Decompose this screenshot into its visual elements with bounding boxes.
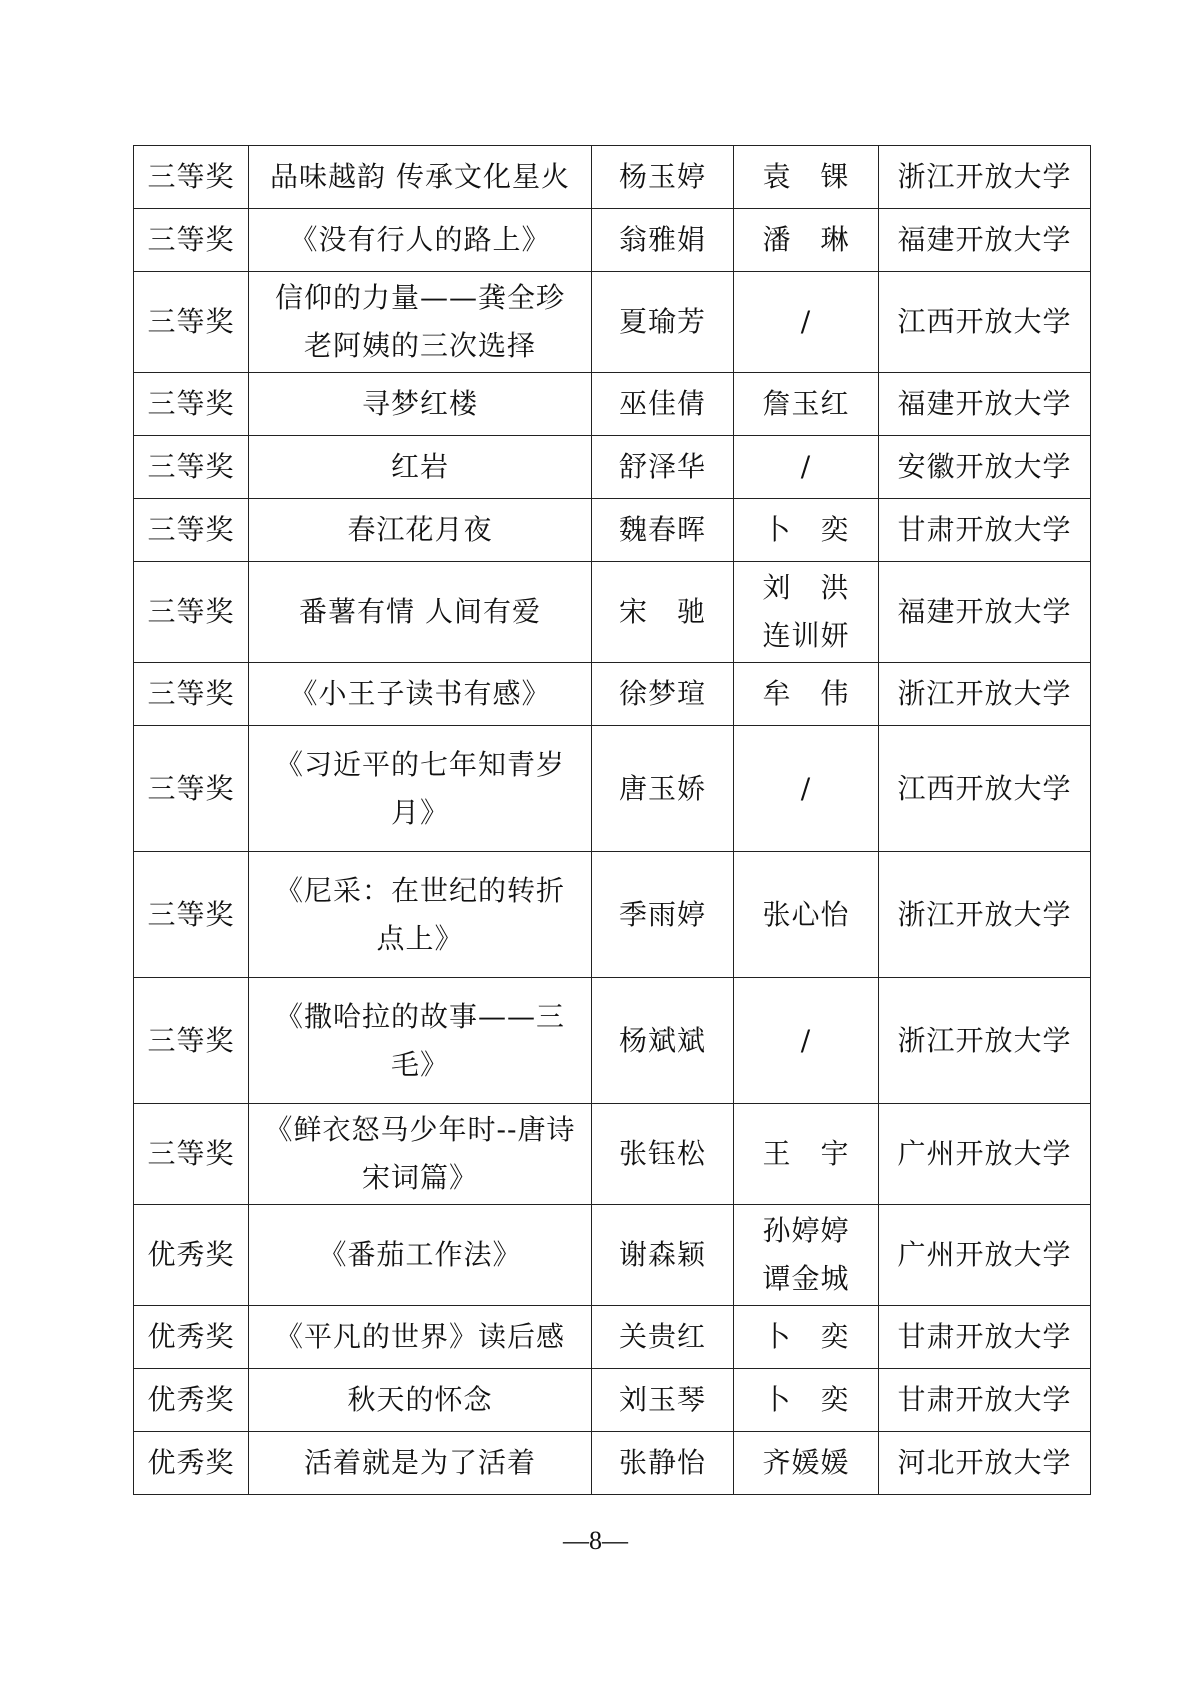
advisor-cell: / bbox=[734, 436, 879, 499]
award-table-body bbox=[134, 146, 1091, 1495]
university-cell: 浙江开放大学 bbox=[879, 978, 1091, 1104]
university-cell: 安徽开放大学 bbox=[879, 436, 1091, 499]
award-level-cell: 三等奖 bbox=[134, 978, 249, 1104]
work-title-cell: 《番茄工作法》 bbox=[249, 1205, 592, 1306]
university-cell: 河北开放大学 bbox=[879, 1432, 1091, 1495]
university-cell: 广州开放大学 bbox=[879, 1104, 1091, 1205]
advisor-cell: 刘 洪 连训妍 bbox=[734, 562, 879, 663]
work-title-cell: 信仰的力量——龚全珍 老阿姨的三次选择 bbox=[249, 272, 592, 373]
table-row bbox=[134, 726, 1091, 852]
award-level-cell: 优秀奖 bbox=[134, 1369, 249, 1432]
work-title-cell: 品味越韵 传承文化星火 bbox=[249, 146, 592, 209]
university-cell: 浙江开放大学 bbox=[879, 852, 1091, 978]
award-table bbox=[133, 145, 1091, 1495]
advisor-cell: 卜 奕 bbox=[734, 499, 879, 562]
award-level-cell: 三等奖 bbox=[134, 209, 249, 272]
table-row bbox=[134, 373, 1091, 436]
advisor-cell: 王 宇 bbox=[734, 1104, 879, 1205]
advisor-cell: 潘 琳 bbox=[734, 209, 879, 272]
work-title-cell: 《平凡的世界》读后感 bbox=[249, 1306, 592, 1369]
work-title-cell: 《小王子读书有感》 bbox=[249, 663, 592, 726]
university-cell: 福建开放大学 bbox=[879, 373, 1091, 436]
work-title-cell: 活着就是为了活着 bbox=[249, 1432, 592, 1495]
university-cell: 江西开放大学 bbox=[879, 272, 1091, 373]
author-cell: 谢森颖 bbox=[592, 1205, 734, 1306]
author-cell: 张静怡 bbox=[592, 1432, 734, 1495]
author-cell: 巫佳倩 bbox=[592, 373, 734, 436]
advisor-cell: 齐媛媛 bbox=[734, 1432, 879, 1495]
author-cell: 魏春晖 bbox=[592, 499, 734, 562]
author-cell: 舒泽华 bbox=[592, 436, 734, 499]
award-level-cell: 三等奖 bbox=[134, 726, 249, 852]
work-title-cell: 《习近平的七年知青岁 月》 bbox=[249, 726, 592, 852]
award-level-cell: 优秀奖 bbox=[134, 1205, 249, 1306]
award-level-cell: 优秀奖 bbox=[134, 1306, 249, 1369]
university-cell: 浙江开放大学 bbox=[879, 663, 1091, 726]
work-title-cell: 红岩 bbox=[249, 436, 592, 499]
advisor-cell: / bbox=[734, 978, 879, 1104]
table-row bbox=[134, 1369, 1091, 1432]
award-level-cell: 三等奖 bbox=[134, 852, 249, 978]
author-cell: 翁雅娟 bbox=[592, 209, 734, 272]
advisor-cell: 詹玉红 bbox=[734, 373, 879, 436]
table-row bbox=[134, 852, 1091, 978]
advisor-cell: 孙婷婷 谭金城 bbox=[734, 1205, 879, 1306]
author-cell: 杨玉婷 bbox=[592, 146, 734, 209]
author-cell: 张钰松 bbox=[592, 1104, 734, 1205]
university-cell: 甘肃开放大学 bbox=[879, 1306, 1091, 1369]
author-cell: 徐梦瑄 bbox=[592, 663, 734, 726]
work-title-cell: 番薯有情 人间有爱 bbox=[249, 562, 592, 663]
table-row bbox=[134, 272, 1091, 373]
award-level-cell: 优秀奖 bbox=[134, 1432, 249, 1495]
advisor-cell: 张心怡 bbox=[734, 852, 879, 978]
author-cell: 季雨婷 bbox=[592, 852, 734, 978]
table-row bbox=[134, 499, 1091, 562]
award-level-cell: 三等奖 bbox=[134, 562, 249, 663]
university-cell: 福建开放大学 bbox=[879, 209, 1091, 272]
award-level-cell: 三等奖 bbox=[134, 499, 249, 562]
work-title-cell: 《撒哈拉的故事——三 毛》 bbox=[249, 978, 592, 1104]
university-cell: 广州开放大学 bbox=[879, 1205, 1091, 1306]
advisor-cell: 卜 奕 bbox=[734, 1306, 879, 1369]
page-number: —8— bbox=[563, 1526, 628, 1555]
table-row bbox=[134, 978, 1091, 1104]
author-cell: 刘玉琴 bbox=[592, 1369, 734, 1432]
table-row bbox=[134, 562, 1091, 663]
work-title-cell: 《鲜衣怒马少年时--唐诗 宋词篇》 bbox=[249, 1104, 592, 1205]
work-title-cell: 寻梦红楼 bbox=[249, 373, 592, 436]
award-level-cell: 三等奖 bbox=[134, 436, 249, 499]
advisor-cell: / bbox=[734, 272, 879, 373]
author-cell: 唐玉娇 bbox=[592, 726, 734, 852]
work-title-cell: 秋天的怀念 bbox=[249, 1369, 592, 1432]
award-level-cell: 三等奖 bbox=[134, 272, 249, 373]
advisor-cell: / bbox=[734, 726, 879, 852]
work-title-cell: 春江花月夜 bbox=[249, 499, 592, 562]
table-row bbox=[134, 1205, 1091, 1306]
award-level-cell: 三等奖 bbox=[134, 373, 249, 436]
advisor-cell: 牟 伟 bbox=[734, 663, 879, 726]
work-title-cell: 《尼采：在世纪的转折 点上》 bbox=[249, 852, 592, 978]
advisor-cell: 袁 锞 bbox=[734, 146, 879, 209]
table-row bbox=[134, 1432, 1091, 1495]
advisor-cell: 卜 奕 bbox=[734, 1369, 879, 1432]
table-row bbox=[134, 209, 1091, 272]
table-row bbox=[134, 436, 1091, 499]
table-row bbox=[134, 146, 1091, 209]
university-cell: 甘肃开放大学 bbox=[879, 499, 1091, 562]
table-row bbox=[134, 663, 1091, 726]
university-cell: 福建开放大学 bbox=[879, 562, 1091, 663]
university-cell: 江西开放大学 bbox=[879, 726, 1091, 852]
author-cell: 关贵红 bbox=[592, 1306, 734, 1369]
table-row bbox=[134, 1306, 1091, 1369]
university-cell: 浙江开放大学 bbox=[879, 146, 1091, 209]
author-cell: 杨斌斌 bbox=[592, 978, 734, 1104]
award-level-cell: 三等奖 bbox=[134, 663, 249, 726]
work-title-cell: 《没有行人的路上》 bbox=[249, 209, 592, 272]
award-level-cell: 三等奖 bbox=[134, 1104, 249, 1205]
author-cell: 夏瑜芳 bbox=[592, 272, 734, 373]
award-level-cell: 三等奖 bbox=[134, 146, 249, 209]
university-cell: 甘肃开放大学 bbox=[879, 1369, 1091, 1432]
author-cell: 宋 驰 bbox=[592, 562, 734, 663]
table-row bbox=[134, 1104, 1091, 1205]
